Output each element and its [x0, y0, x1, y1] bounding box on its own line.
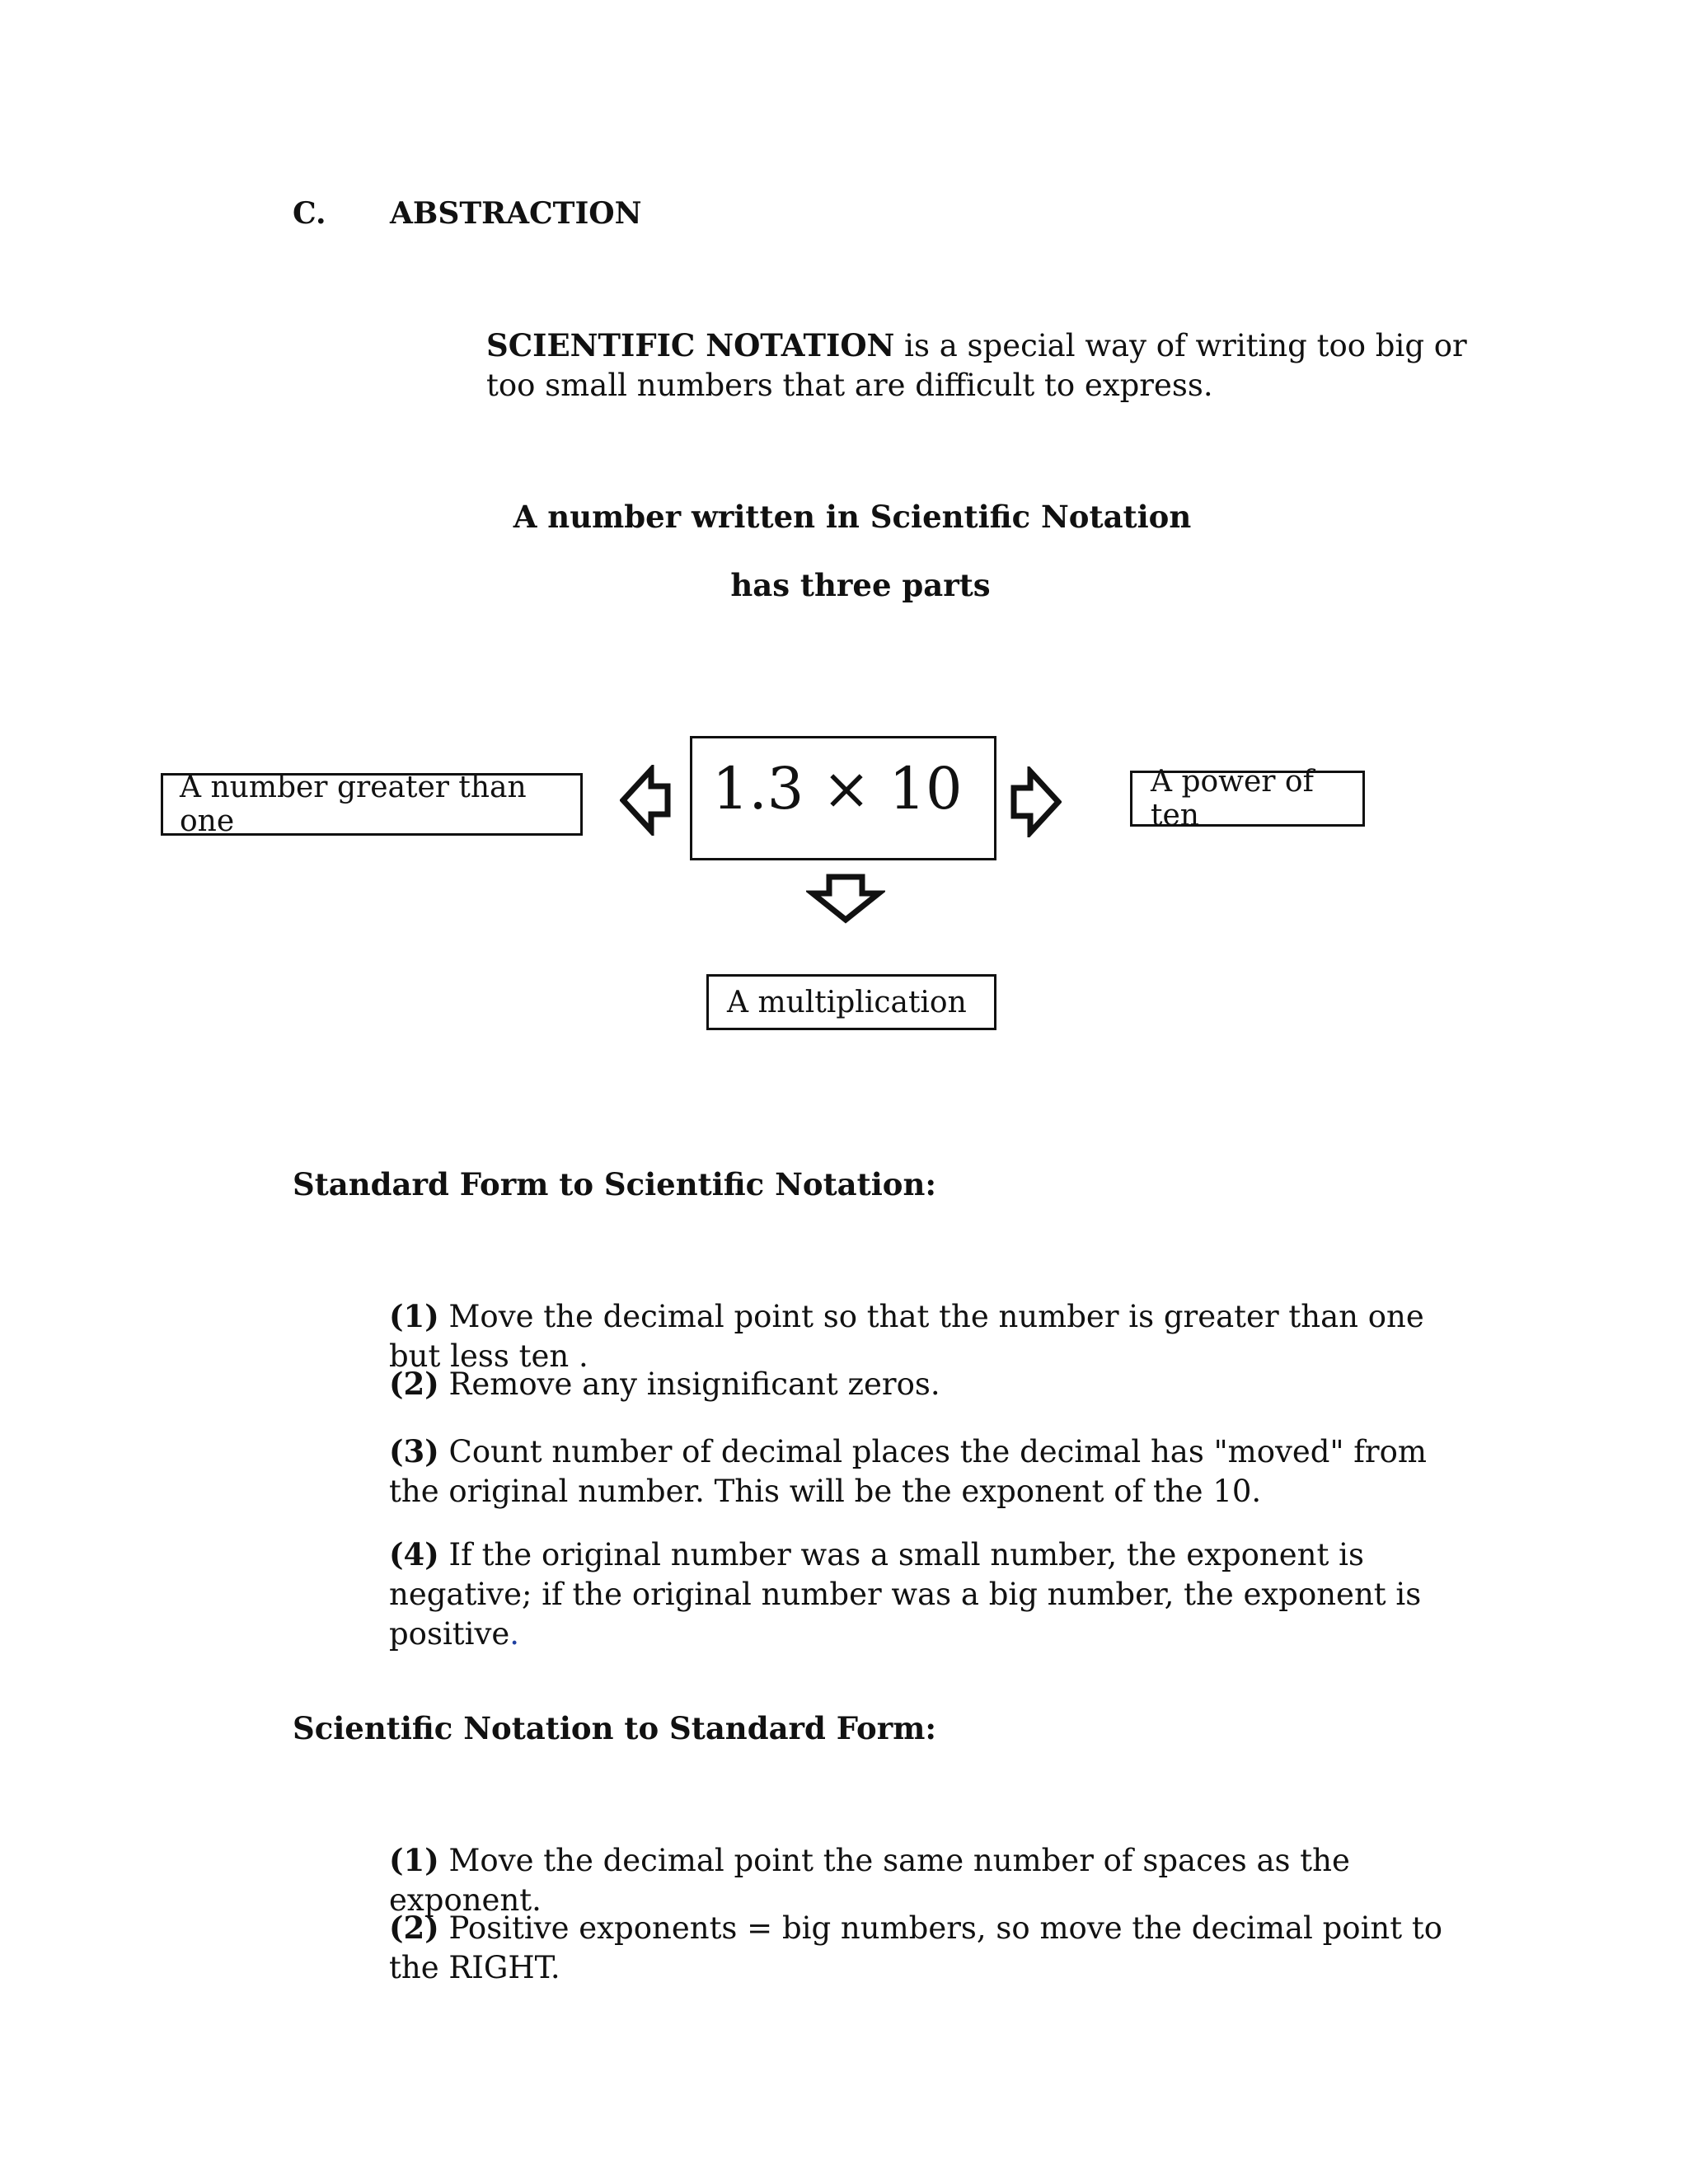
left-arrow-icon: [620, 765, 673, 836]
intro-paragraph: [486, 326, 1500, 405]
down-arrow-icon: [806, 872, 885, 925]
label-multiplication: A multiplication: [706, 974, 996, 1030]
step-item: [389, 1432, 1461, 1511]
step-end-mark: .: [509, 1616, 520, 1652]
step-text: Positive exponents = big numbers, so move the decimal point to the RIGHT.: [389, 1910, 1443, 1985]
step-text: Remove any insignificant zeros.: [438, 1366, 940, 1402]
example-expression: 1.3 × 10: [690, 736, 996, 860]
step-item: [389, 1535, 1461, 1654]
heading-scientific-to-standard: Scientific Notation to Standard Form:: [293, 1710, 937, 1746]
section-letter: C.: [293, 196, 326, 231]
step-text: If the original number was a small number, the exponent is negative; if the original number was a big number, the exponent is positive: [389, 1537, 1422, 1652]
label-number-greater-than-one: A number greater than one: [161, 773, 583, 836]
parts-heading-line1: A number written in Scientific Notation: [513, 499, 1192, 535]
step-item: [389, 1364, 1461, 1404]
intro-text: is a special way of writing too big or too small numbers that are difficult to express.: [486, 328, 1467, 403]
step-item: [389, 1908, 1461, 1988]
step-number: (1): [389, 1298, 439, 1334]
label-power-of-ten: A power of ten: [1130, 771, 1365, 827]
intro-term: SCIENTIFIC NOTATION: [486, 327, 895, 363]
step-number: (3): [389, 1433, 439, 1469]
step-text: Move the decimal point so that the number is greater than one but less ten .: [389, 1299, 1424, 1374]
right-arrow-icon: [1009, 766, 1062, 837]
step-text: Move the decimal point the same number of spaces as the exponent.: [389, 1843, 1350, 1918]
parts-heading-line2: has three parts: [730, 567, 991, 603]
step-number: (2): [389, 1910, 439, 1946]
step-text: Count number of decimal places the decimal has "moved" from the original number. This will be the exponent of the 10.: [389, 1434, 1427, 1509]
step-number: (4): [389, 1536, 439, 1572]
step-number: (2): [389, 1366, 439, 1402]
step-number: (1): [389, 1842, 439, 1878]
heading-standard-to-scientific: Standard Form to Scientific Notation:: [293, 1166, 937, 1202]
section-title: ABSTRACTION: [390, 196, 642, 231]
